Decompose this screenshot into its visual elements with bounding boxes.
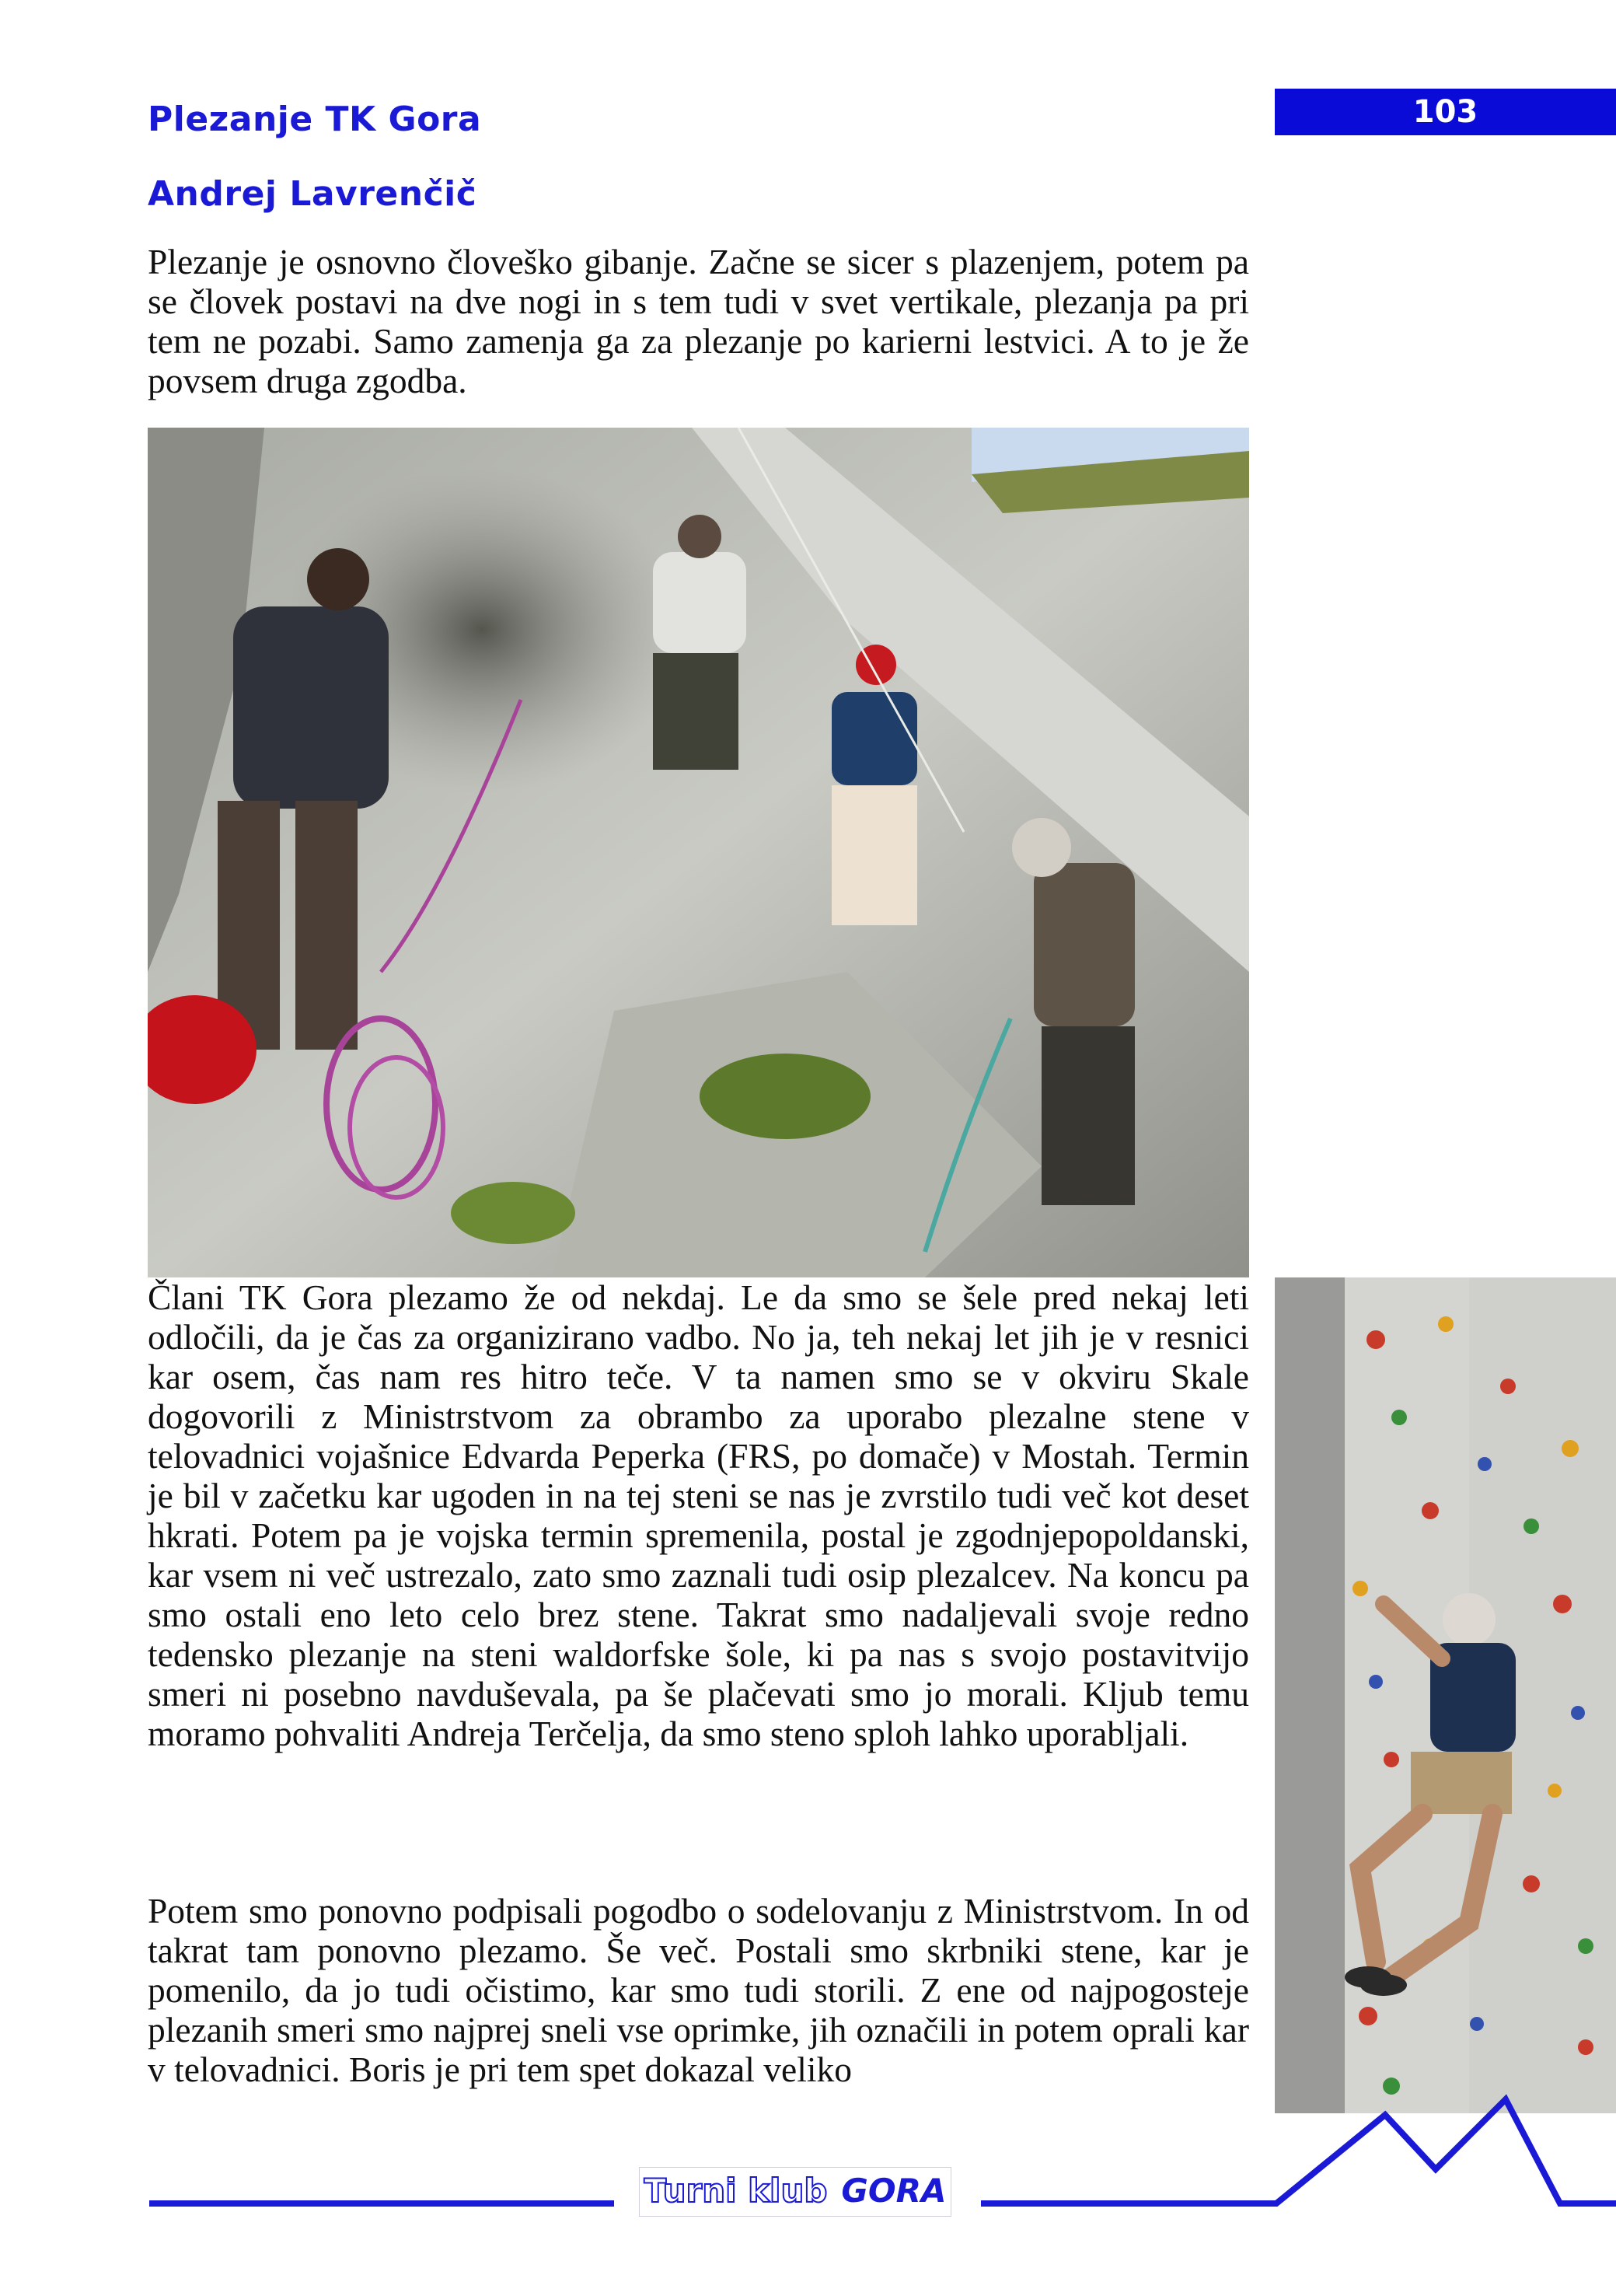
- author-name: Andrej Lavrenčič: [148, 174, 477, 214]
- section-title: Plezanje TK Gora: [148, 100, 482, 139]
- footer-logo-turni-klub: Turni klub: [644, 2172, 828, 2210]
- body-paragraph-2: Potem smo ponovno podpisali pogodbo o sodelovanju z Ministrstvom. In od takrat tam ponovno plezamo. Še več. Postali smo skrbniki stene, kar je pomenilo, da jo tudi očistimo, kar smo tudi storili. Z ene od najpogosteje plezanih smeri smo najprej sneli vse oprimke, jih označili in potem oprali kar v telovadnici. Boris je pri tem spet dokazal veliko: [148, 1891, 1249, 2089]
- crag-climbing-photo: [148, 428, 1249, 1277]
- intro-paragraph: Plezanje je osnovno človeško gibanje. Začne se sicer s plazenjem, potem pa se človek postavi na dve nogi in s tem tudi v svet vertikale, plezanja pa pri tem ne pozabi. Samo zamenja ga za plezanje po karierni lestvici. A to je že povsem druga zgodba.: [148, 242, 1249, 400]
- page-number-badge: 103: [1275, 89, 1616, 135]
- footer-logo-gora: GORA: [841, 2172, 947, 2210]
- footer-logo: [639, 2167, 951, 2217]
- footer-rule-left: [149, 2200, 614, 2207]
- body-paragraph-1: Člani TK Gora plezamo že od nekdaj. Le da smo se šele pred nekaj leti odločili, da je čas za organizirano vadbo. No ja, teh nekaj let jih je v resnici kar osem, čas nam res hitro teče. V ta namen smo se v okviru Skale dogovorili z Ministrstvom za obrambo za uporabo plezalne stene v telovadnici vojašnice Edvarda Peperka (FRS, po domače) v Mostah. Termin je bil v začetku kar ugoden in na tej steni se nas je zvrstilo tudi več kot deset hkrati. Potem pa je vojska termin spremenila, postal je zgodnjepopoldanski, kar vsem ni več ustrezalo, zato smo zaznali tudi osip plezalcev. Na koncu pa smo ostali eno leto celo brez stene. Takrat smo nadaljevali svoje redno tedensko plezanje na steni waldorfske šole, ki pa nas s svojo postavitvijo smeri ni posebno navduševala, pa še plačevati smo jo morali. Kljub temu moramo pohvaliti Andreja Terčelja, da smo steno sploh lahko uporabljali.: [148, 1277, 1249, 1753]
- mountain-outline-graphic: [981, 2084, 1616, 2224]
- climbing-gym-photo: [1275, 1277, 1616, 2113]
